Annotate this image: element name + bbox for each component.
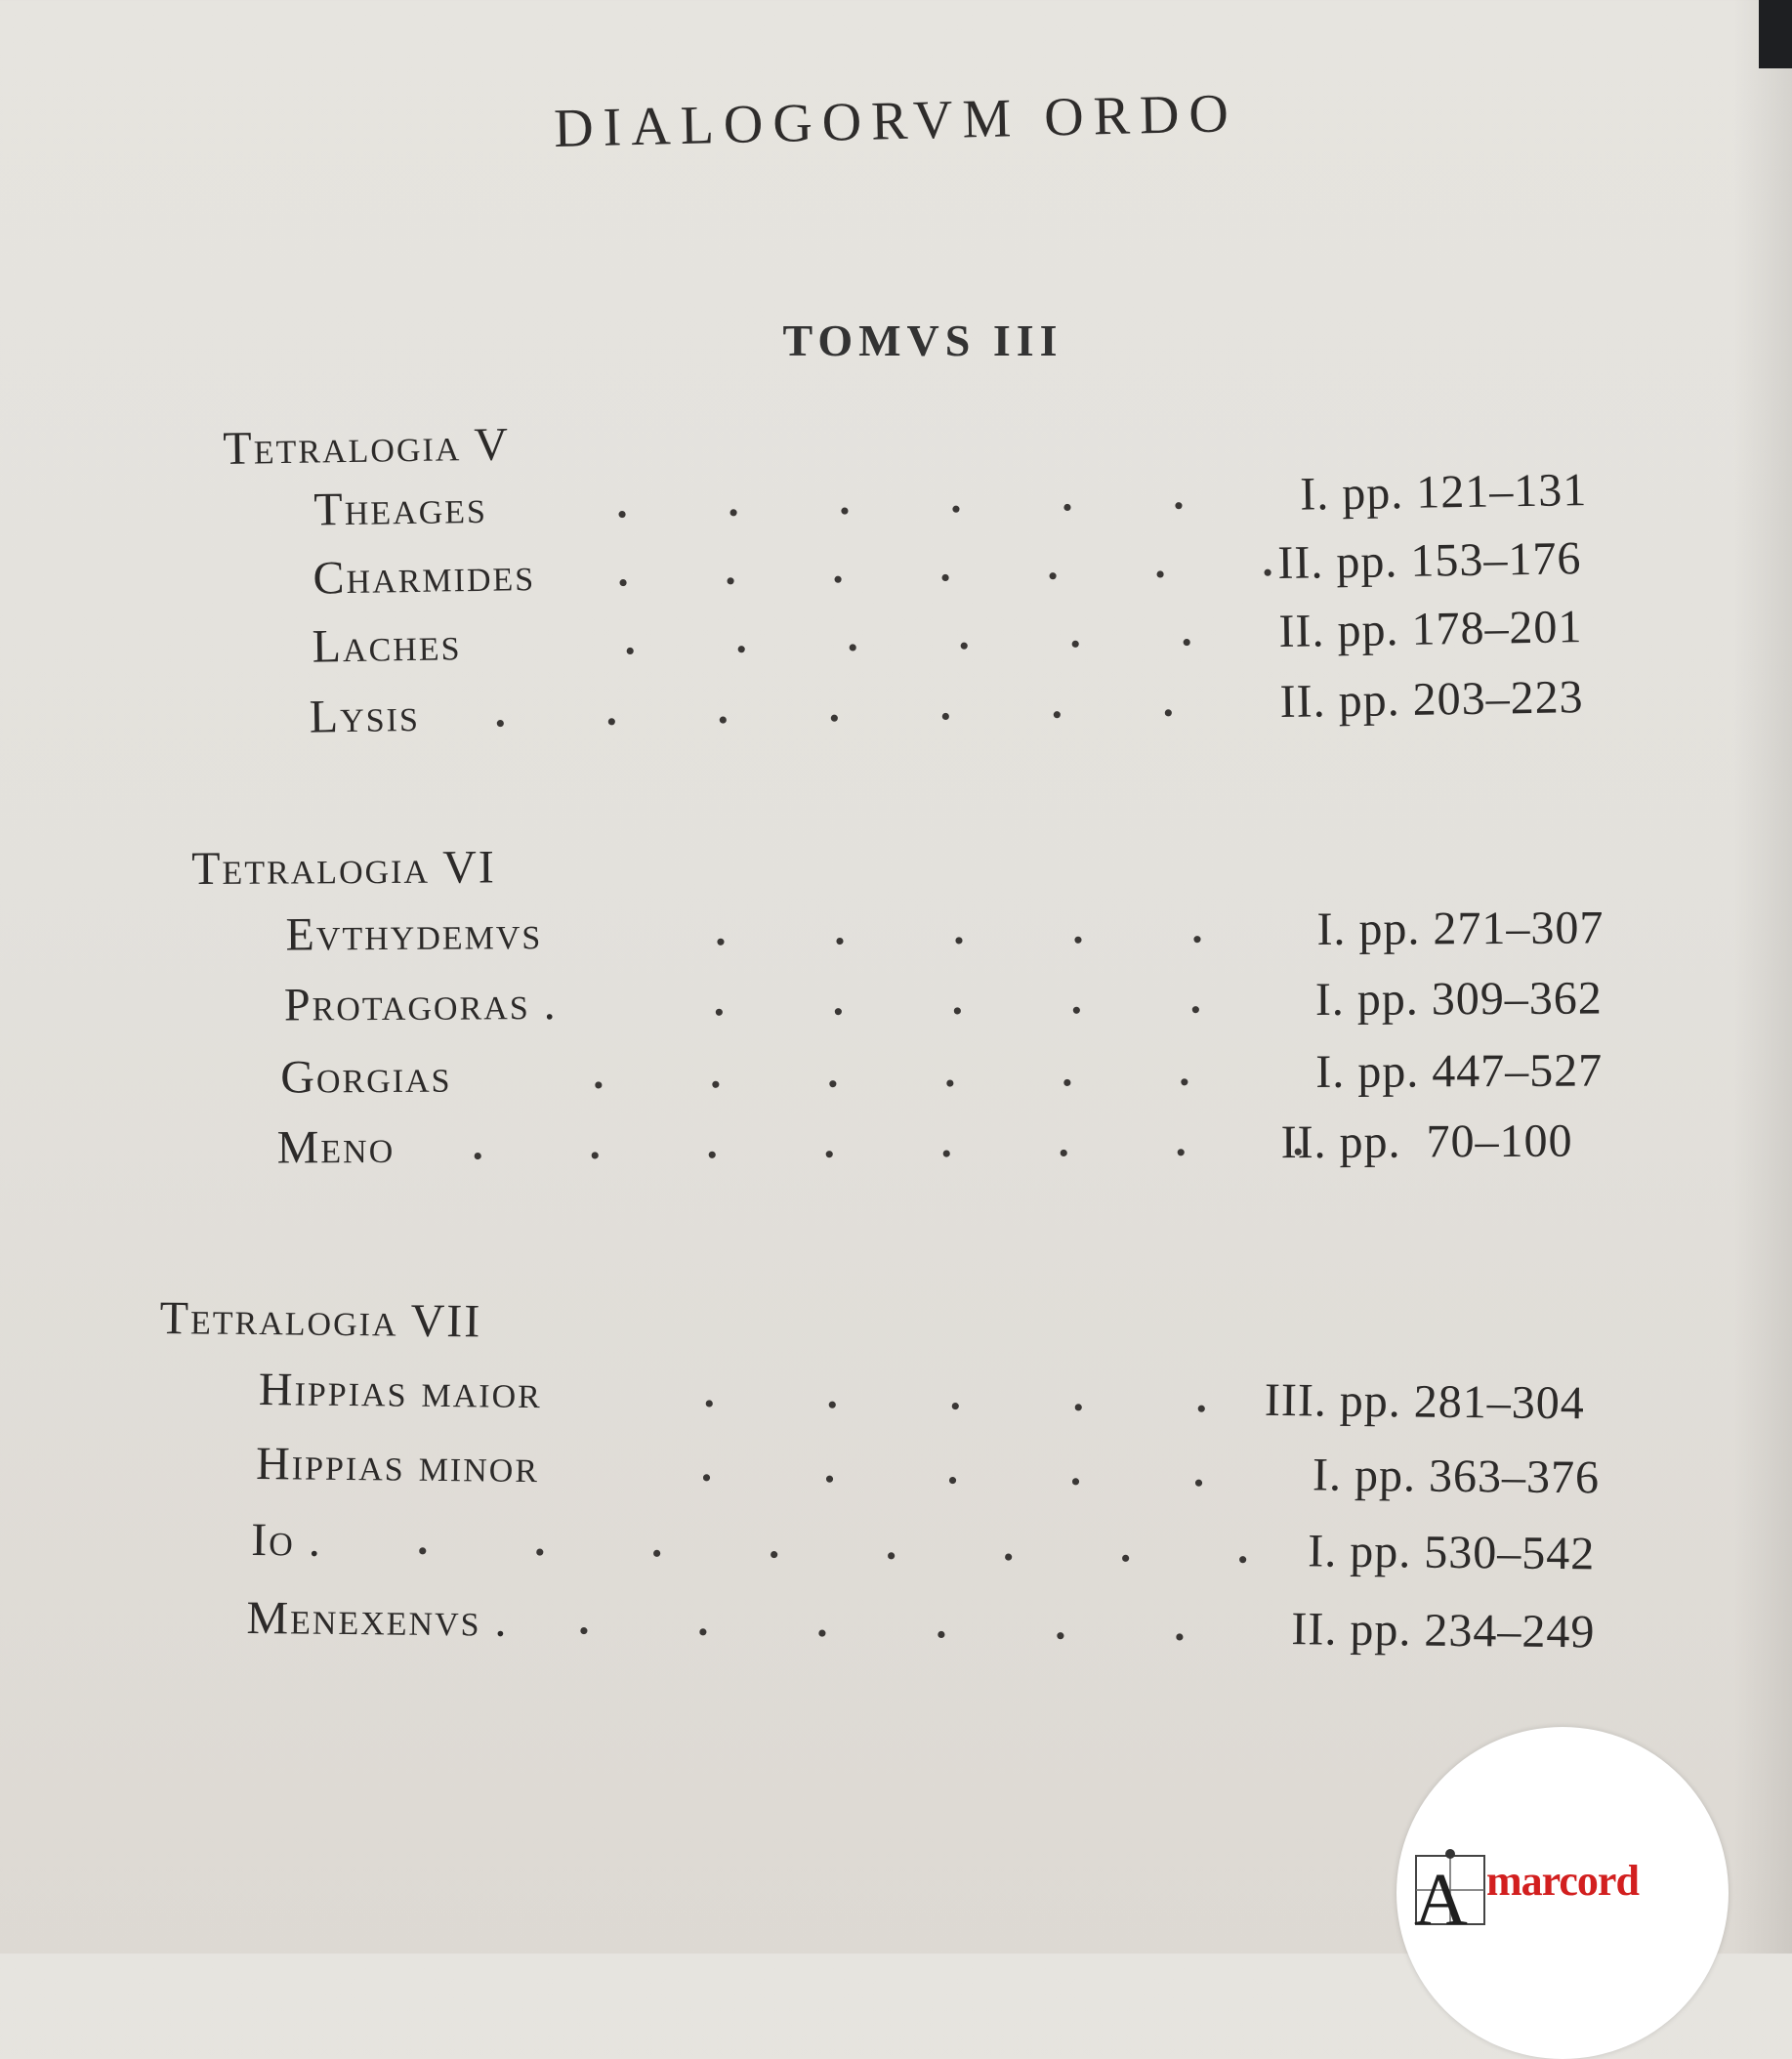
toc-entry	[256, 1437, 257, 1486]
entry-page-ref: I. pp. 309–362	[1315, 971, 1603, 1027]
entry-title: Hippias maior	[259, 1363, 542, 1419]
entry-title: Protagoras .	[284, 977, 558, 1031]
dot-leader: . . . . . .	[616, 470, 1185, 528]
entry-page-ref: I. pp. 447–527	[1315, 1043, 1603, 1099]
volume-title: TOMVS III	[0, 315, 1792, 366]
entry-page-ref: I. pp. 363–376	[1313, 1448, 1601, 1504]
dot-leader: . . . . .	[704, 1367, 1208, 1422]
entry-page-ref: II. pp. 203–223	[1279, 670, 1584, 729]
amarcord-logo	[1396, 1727, 1729, 2059]
logo-wordmark: marcord	[1486, 1856, 1639, 1906]
toc-entry	[246, 1591, 247, 1640]
book-cover-edge	[1759, 0, 1792, 68]
entry-page-ref: I. pp. 530–542	[1308, 1524, 1596, 1580]
entry-title: Io .	[251, 1513, 322, 1568]
toc-entry	[309, 691, 310, 739]
entry-title: Evthydemvs	[285, 906, 542, 961]
entry-title: Gorgias	[280, 1050, 452, 1105]
toc-entry	[259, 1363, 260, 1411]
dot-leader: . . . . .	[701, 1442, 1205, 1496]
entry-title: Menexenvs .	[246, 1591, 509, 1648]
dot-leader: . . . . .	[714, 974, 1201, 1027]
svg-text:A: A	[1414, 1859, 1468, 1932]
entry-page-ref: II. pp. 153–176	[1277, 531, 1582, 590]
dot-leader: . . . . . .	[578, 1595, 1186, 1652]
entry-page-ref: I. pp. 271–307	[1316, 901, 1604, 956]
toc-entry	[312, 620, 313, 669]
entry-title: Theages	[313, 481, 487, 537]
dot-leader: . . . . . . .	[494, 677, 1174, 737]
logo-emblem-icon	[1408, 1844, 1496, 1932]
page-gutter-shadow	[1733, 0, 1792, 1954]
entry-page-ref: II. pp. 178–201	[1278, 600, 1583, 658]
section-heading: Tetralogia V	[223, 417, 510, 476]
dot-leader: . . . . . . .	[617, 536, 1273, 597]
section-heading: Tetralogia VII	[159, 1291, 481, 1348]
entry-page-ref: I. pp. 121–131	[1300, 463, 1588, 522]
entry-page-ref: II. pp. 70–100	[1280, 1114, 1572, 1170]
entry-title: Meno	[276, 1120, 395, 1175]
toc-entry	[251, 1513, 252, 1562]
dot-leader: . . . . . . . .	[417, 1515, 1248, 1574]
dot-leader: . . . . .	[715, 903, 1202, 956]
entry-title: Lysis	[309, 689, 420, 744]
toc-entry	[313, 483, 314, 532]
entry-page-ref: II. pp. 234–249	[1291, 1602, 1596, 1659]
dot-leader: . . . . . .	[624, 606, 1192, 664]
entry-title: Hippias minor	[256, 1437, 539, 1493]
section-heading: Tetralogia VI	[191, 840, 496, 896]
entry-page-ref: III. pp. 281–304	[1265, 1373, 1586, 1430]
entry-title: Laches	[312, 617, 462, 673]
entry-title: Charmides	[313, 548, 535, 606]
page-title: DIALOGORVM ORDO	[0, 69, 1792, 173]
dot-leader: . . . . . . . .	[472, 1115, 1303, 1169]
dot-leader: . . . . . .	[593, 1046, 1189, 1099]
